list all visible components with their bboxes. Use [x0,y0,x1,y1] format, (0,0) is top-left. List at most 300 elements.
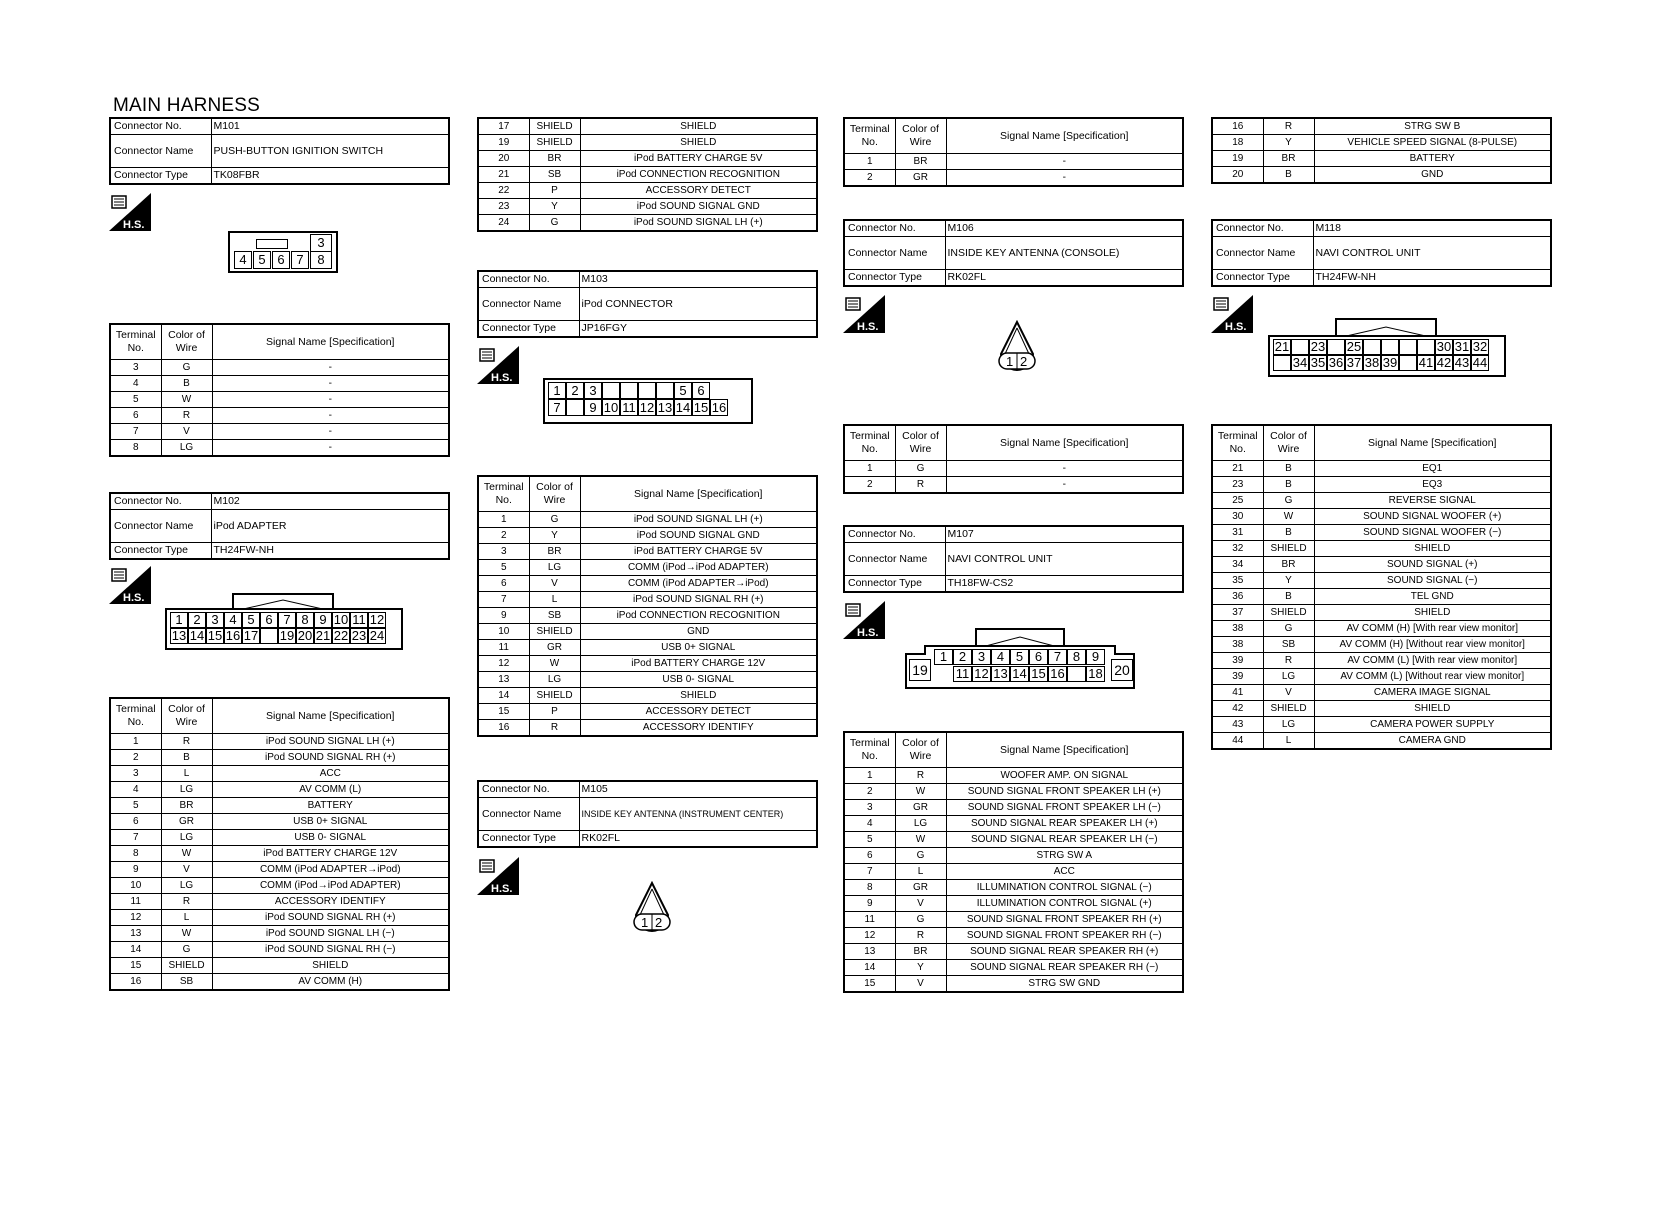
pin-cell: 43 [1454,355,1470,370]
m107-pin-table-continued [1211,117,1552,184]
connector-name-label: Connector Name [478,798,579,831]
pin-cell: 42 [1436,355,1452,370]
wire-color-cell: W [895,832,946,848]
signal-cell: iPod CONNECTION RECOGNITION [580,167,817,183]
signal-cell: TEL GND [1314,589,1551,605]
terminal-cell: 3 [110,766,161,782]
terminal-cell: 1 [110,734,161,750]
wire-color-cell: LG [161,782,212,798]
wire-color-cell: R [895,477,946,494]
pin-cell: 12 [972,666,991,682]
terminal-cell: 21 [478,167,529,183]
signal-cell: iPod SOUND SIGNAL RH (+) [212,910,449,926]
terminal-cell: 13 [478,672,529,688]
pin-cell: 16 [225,628,241,643]
signal-cell: COMM (iPod ADAPTER→iPod) [212,862,449,878]
terminal-cell: 16 [110,974,161,991]
terminal-cell: 7 [110,830,161,846]
wire-color-cell: SB [529,167,580,183]
wire-color-cell: V [161,862,212,878]
connector-no-value: M105 [579,781,817,798]
connector-type-value: JP16FGY [579,321,817,338]
wire-color-cell: L [161,910,212,926]
wire-color-cell: SB [529,608,580,624]
table-row [1212,589,1551,605]
color-header: Color of Wire [895,425,946,461]
harness-side-icon [109,566,151,604]
wire-color-cell: L [529,592,580,608]
m118-info-table [1211,219,1552,287]
table-row [1212,461,1551,477]
terminal-cell: 6 [110,408,161,424]
harness-side-icon [1211,295,1253,333]
pin-cell: 13 [171,628,187,643]
wire-color-cell: G [895,461,946,477]
wire-color-cell: R [1263,653,1314,669]
wire-color-cell: R [161,734,212,750]
wire-color-cell: B [161,750,212,766]
table-row [478,135,817,151]
signal-cell: - [212,392,449,408]
terminal-cell: 4 [844,816,895,832]
pin-cell: 2 [188,612,206,628]
table-row [110,942,449,958]
table-row [844,976,1183,993]
pin-cell: 11 [953,666,972,682]
wire-color-cell: V [161,424,212,440]
pin-cell: 2 [1020,354,1028,369]
m118-pin-table [1211,424,1552,750]
connector-no-label: Connector No. [478,781,579,798]
terminal-cell: 13 [110,926,161,942]
pin-cell: 10 [603,400,619,415]
signal-cell: SOUND SIGNAL WOOFER (−) [1314,525,1551,541]
svg-text:H.S.: H.S. [857,627,879,639]
terminal-cell: 2 [478,528,529,544]
wire-color-cell: W [1263,509,1314,525]
signal-cell: AV COMM (L) [Without rear view monitor] [1314,669,1551,685]
pin-cell: 23 [1310,339,1326,354]
pin-cell: 8 [1067,649,1086,665]
pin-cell [1399,355,1417,371]
table-row [1212,669,1551,685]
pin-cell: 23 [351,628,367,643]
terminal-cell: 9 [110,862,161,878]
table-row [478,512,817,528]
table-row [110,440,449,457]
table-row [1212,701,1551,717]
table-row [1212,717,1551,733]
signal-cell: SOUND SIGNAL FRONT SPEAKER LH (−) [946,800,1183,816]
wire-color-cell: LG [161,878,212,894]
wire-color-cell: SHIELD [529,118,580,135]
wire-color-cell: SHIELD [529,624,580,640]
wire-color-cell: GR [161,814,212,830]
pin-cell: 6 [692,382,710,399]
pin-cell: 14 [1010,666,1029,682]
wire-color-cell: Y [529,199,580,215]
signal-cell: SOUND SIGNAL REAR SPEAKER RH (+) [946,944,1183,960]
table-row [844,848,1183,864]
signal-cell: - [212,424,449,440]
pin-cell: 9 [314,612,332,628]
m105-pin-table [843,117,1184,187]
terminal-cell: 34 [1212,557,1263,573]
signal-cell: SOUND SIGNAL (+) [1314,557,1551,573]
table-row [1212,167,1551,184]
terminal-cell: 37 [1212,605,1263,621]
signal-cell: USB 0- SIGNAL [212,830,449,846]
signal-cell: iPod SOUND SIGNAL LH (+) [580,215,817,232]
terminal-cell: 3 [110,360,161,376]
signal-cell: BATTERY [1314,151,1551,167]
terminal-cell: 8 [844,880,895,896]
wire-color-cell: L [161,766,212,782]
pin-cell [1273,355,1291,371]
table-row [110,734,449,750]
m107-connector-face [900,625,1140,689]
table-row [844,864,1183,880]
connector-type-value: RK02FL [579,831,817,848]
connector-name-value: NAVI CONTROL UNIT [945,543,1183,576]
pin-cell [566,399,584,416]
terminal-cell: 23 [478,199,529,215]
table-row [1212,118,1551,135]
pin-cell: 19 [279,628,295,643]
signal-header: Signal Name [Specification] [946,732,1183,768]
harness-side-icon [477,857,519,895]
signal-cell: BATTERY [212,798,449,814]
pin-cell: 9 [1086,649,1105,665]
table-row [844,477,1183,494]
connector-name-value: iPod ADAPTER [211,510,449,543]
signal-header: Signal Name [Specification] [212,698,449,734]
pin-cell: 13 [657,400,673,415]
pin-cell [260,628,278,644]
wire-color-cell: GR [895,170,946,187]
svg-text:H.S.: H.S. [123,219,145,231]
terminal-cell: 10 [110,878,161,894]
connector-name-value: INSIDE KEY ANTENNA (CONSOLE) [945,237,1183,270]
signal-cell: SHIELD [580,135,817,151]
signal-header: Signal Name [Specification] [946,425,1183,461]
connector-no-label: Connector No. [844,220,945,237]
terminal-cell: 5 [844,832,895,848]
pin-cell: 3 [206,612,224,628]
signal-cell: STRG SW B [1314,118,1551,135]
signal-cell: STRG SW A [946,848,1183,864]
pin-cell: 4 [224,612,242,628]
wire-color-cell: G [1263,493,1314,509]
wire-color-cell: GR [895,800,946,816]
connector-type-label: Connector Type [478,321,579,338]
table-row [844,154,1183,170]
signal-cell: EQ1 [1314,461,1551,477]
pin-cell [656,382,674,399]
connector-name-label: Connector Name [478,288,579,321]
signal-cell: SOUND SIGNAL FRONT SPEAKER RH (−) [946,928,1183,944]
table-row [844,816,1183,832]
connector-type-value: TK08FBR [211,168,449,185]
wire-color-cell: R [895,928,946,944]
table-row [1212,557,1551,573]
signal-cell: iPod SOUND SIGNAL RH (−) [212,942,449,958]
m103-connector-face [543,378,753,426]
signal-cell: CAMERA POWER SUPPLY [1314,717,1551,733]
svg-text:H.S.: H.S. [123,592,145,604]
table-row [110,958,449,974]
signal-cell: STRG SW GND [946,976,1183,993]
wire-color-cell: W [161,926,212,942]
connector-no-label: Connector No. [478,271,579,288]
terminal-cell: 1 [478,512,529,528]
m102-connector-face [165,590,405,650]
pin-cell: 16 [1048,666,1067,682]
m101-info-table [109,117,450,185]
pin-cell: 1 [934,649,953,665]
wire-color-cell: BR [161,798,212,814]
terminal-header: Terminal No. [844,118,895,154]
svg-text:H.S.: H.S. [857,321,879,333]
pin-cell: 20 [1111,659,1133,681]
signal-cell: - [212,360,449,376]
pin-cell: 2 [566,382,584,399]
color-header: Color of Wire [529,476,580,512]
table-row [478,688,817,704]
signal-cell: VEHICLE SPEED SIGNAL (8-PULSE) [1314,135,1551,151]
connector-name-value: PUSH-BUTTON IGNITION SWITCH [211,135,449,168]
connector-name-label: Connector Name [1212,237,1313,270]
wire-color-cell: SB [1263,637,1314,653]
wire-color-cell: Y [1263,573,1314,589]
pin-cell: 7 [291,251,309,269]
terminal-cell: 32 [1212,541,1263,557]
table-row [110,830,449,846]
terminal-cell: 36 [1212,589,1263,605]
connector-type-label: Connector Type [844,270,945,287]
connector-type-value: TH18FW-CS2 [945,576,1183,593]
signal-cell: ILLUMINATION CONTROL SIGNAL (−) [946,880,1183,896]
signal-cell: COMM (iPod→iPod ADAPTER) [580,560,817,576]
signal-cell: AV COMM (H) [212,974,449,991]
signal-cell: iPod BATTERY CHARGE 12V [580,656,817,672]
terminal-cell: 17 [478,118,529,135]
table-row [110,392,449,408]
table-row [478,118,817,135]
pin-cell: 14 [675,400,691,415]
table-row [1212,477,1551,493]
wire-color-cell: L [1263,733,1314,750]
pin-cell: 21 [1274,339,1290,354]
signal-cell: ILLUMINATION CONTROL SIGNAL (+) [946,896,1183,912]
m102-info-table [109,492,450,560]
signal-cell: SOUND SIGNAL WOOFER (+) [1314,509,1551,525]
pin-cell: 1 [170,612,188,628]
pin-cell: 7 [1048,649,1067,665]
terminal-cell: 12 [478,656,529,672]
connector-no-value: M101 [211,118,449,135]
signal-cell: ACC [946,864,1183,880]
wire-color-cell: BR [529,544,580,560]
table-row [478,199,817,215]
color-header: Color of Wire [895,732,946,768]
table-row [1212,685,1551,701]
wire-color-cell: SHIELD [529,135,580,151]
terminal-cell: 3 [844,800,895,816]
signal-cell: SHIELD [1314,605,1551,621]
terminal-cell: 20 [1212,167,1263,184]
signal-cell: SOUND SIGNAL REAR SPEAKER LH (−) [946,832,1183,848]
wire-color-cell: R [529,720,580,737]
terminal-cell: 11 [844,912,895,928]
wire-color-cell: B [1263,525,1314,541]
table-row [1212,151,1551,167]
pin-cell: 32 [1472,339,1488,354]
connector-type-label: Connector Type [110,543,211,560]
terminal-cell: 42 [1212,701,1263,717]
terminal-cell: 5 [110,798,161,814]
signal-cell: USB 0+ SIGNAL [212,814,449,830]
pin-cell: 38 [1364,355,1380,370]
connector-name-value: iPod CONNECTOR [579,288,817,321]
terminal-cell: 5 [110,392,161,408]
color-header: Color of Wire [895,118,946,154]
signal-header: Signal Name [Specification] [580,476,817,512]
table-row [844,896,1183,912]
terminal-cell: 4 [110,376,161,392]
table-row [1212,733,1551,750]
wire-color-cell: GR [529,640,580,656]
pin-cell: 15 [693,400,709,415]
pin-cell: 14 [189,628,205,643]
table-row [478,528,817,544]
terminal-cell: 20 [478,151,529,167]
wire-color-cell: LG [1263,717,1314,733]
table-row [110,782,449,798]
connector-name-label: Connector Name [110,135,211,168]
connector-type-value: RK02FL [945,270,1183,287]
wire-color-cell: V [529,576,580,592]
signal-cell: CAMERA IMAGE SIGNAL [1314,685,1551,701]
terminal-cell: 39 [1212,653,1263,669]
pin-cell: 7 [548,399,566,416]
pin-cell: 5 [253,251,271,269]
signal-cell: REVERSE SIGNAL [1314,493,1551,509]
pin-cell [1067,666,1086,682]
signal-cell: COMM (iPod ADAPTER→iPod) [580,576,817,592]
m118-connector-face [1268,315,1508,377]
m106-info-table [843,219,1184,287]
m103-pin-table [477,475,818,737]
table-row [478,167,817,183]
pin-cell: 4 [991,649,1010,665]
pin-cell: 11 [350,612,368,628]
connector-type-value: TH24FW-NH [211,543,449,560]
connector-type-label: Connector Type [478,831,579,848]
terminal-cell: 43 [1212,717,1263,733]
table-row [844,944,1183,960]
connector-no-value: M103 [579,271,817,288]
wire-color-cell: LG [529,672,580,688]
pin-cell: 6 [272,251,290,269]
table-row [844,461,1183,477]
wire-color-cell: LG [161,830,212,846]
terminal-header: Terminal No. [478,476,529,512]
table-row [478,576,817,592]
signal-cell: SOUND SIGNAL (−) [1314,573,1551,589]
pin-cell: 12 [369,612,385,627]
signal-cell: - [946,477,1183,494]
wire-color-cell: G [161,360,212,376]
m107-pin-table [843,731,1184,993]
terminal-cell: 5 [478,560,529,576]
table-row [110,878,449,894]
connector-name-value: NAVI CONTROL UNIT [1313,237,1551,270]
table-row [478,624,817,640]
connector-type-label: Connector Type [844,576,945,593]
signal-cell: AV COMM (L) [212,782,449,798]
m101-connector-face [228,231,338,273]
connector-no-value: M118 [1313,220,1551,237]
pin-cell: 12 [639,400,655,415]
signal-cell: GND [1314,167,1551,184]
signal-cell: - [212,440,449,457]
harness-side-icon [477,346,519,384]
wire-color-cell: LG [1263,669,1314,685]
harness-side-icon [843,295,885,333]
terminal-cell: 23 [1212,477,1263,493]
terminal-cell: 44 [1212,733,1263,750]
wire-color-cell: W [529,656,580,672]
wire-color-cell: W [895,784,946,800]
pin-cell: 3 [972,649,991,665]
pin-cell: 6 [260,612,278,628]
pin-cell [1291,339,1309,355]
table-row [110,408,449,424]
wire-color-cell: B [1263,589,1314,605]
table-row [110,894,449,910]
terminal-cell: 15 [110,958,161,974]
table-row [844,768,1183,784]
svg-text:H.S.: H.S. [491,372,513,384]
pin-cell: 18 [1086,666,1105,682]
terminal-cell: 4 [110,782,161,798]
m102-pin-table-continued [477,117,818,232]
pin-cell: 16 [711,400,727,415]
wire-color-cell: Y [1263,135,1314,151]
terminal-cell: 38 [1212,637,1263,653]
connector-name-label: Connector Name [110,510,211,543]
terminal-header: Terminal No. [1212,425,1263,461]
terminal-cell: 2 [844,477,895,494]
pin-cell: 15 [207,628,223,643]
connector-type-label: Connector Type [110,168,211,185]
terminal-cell: 18 [1212,135,1263,151]
table-row [110,926,449,942]
table-row [110,424,449,440]
wire-color-cell: SB [161,974,212,991]
terminal-cell: 15 [478,704,529,720]
table-row [110,910,449,926]
terminal-cell: 3 [478,544,529,560]
terminal-cell: 31 [1212,525,1263,541]
terminal-header: Terminal No. [110,698,161,734]
wire-color-cell: BR [529,151,580,167]
table-row [478,560,817,576]
signal-cell: ACC [212,766,449,782]
harness-side-icon [109,193,151,231]
signal-cell: SOUND SIGNAL REAR SPEAKER LH (+) [946,816,1183,832]
